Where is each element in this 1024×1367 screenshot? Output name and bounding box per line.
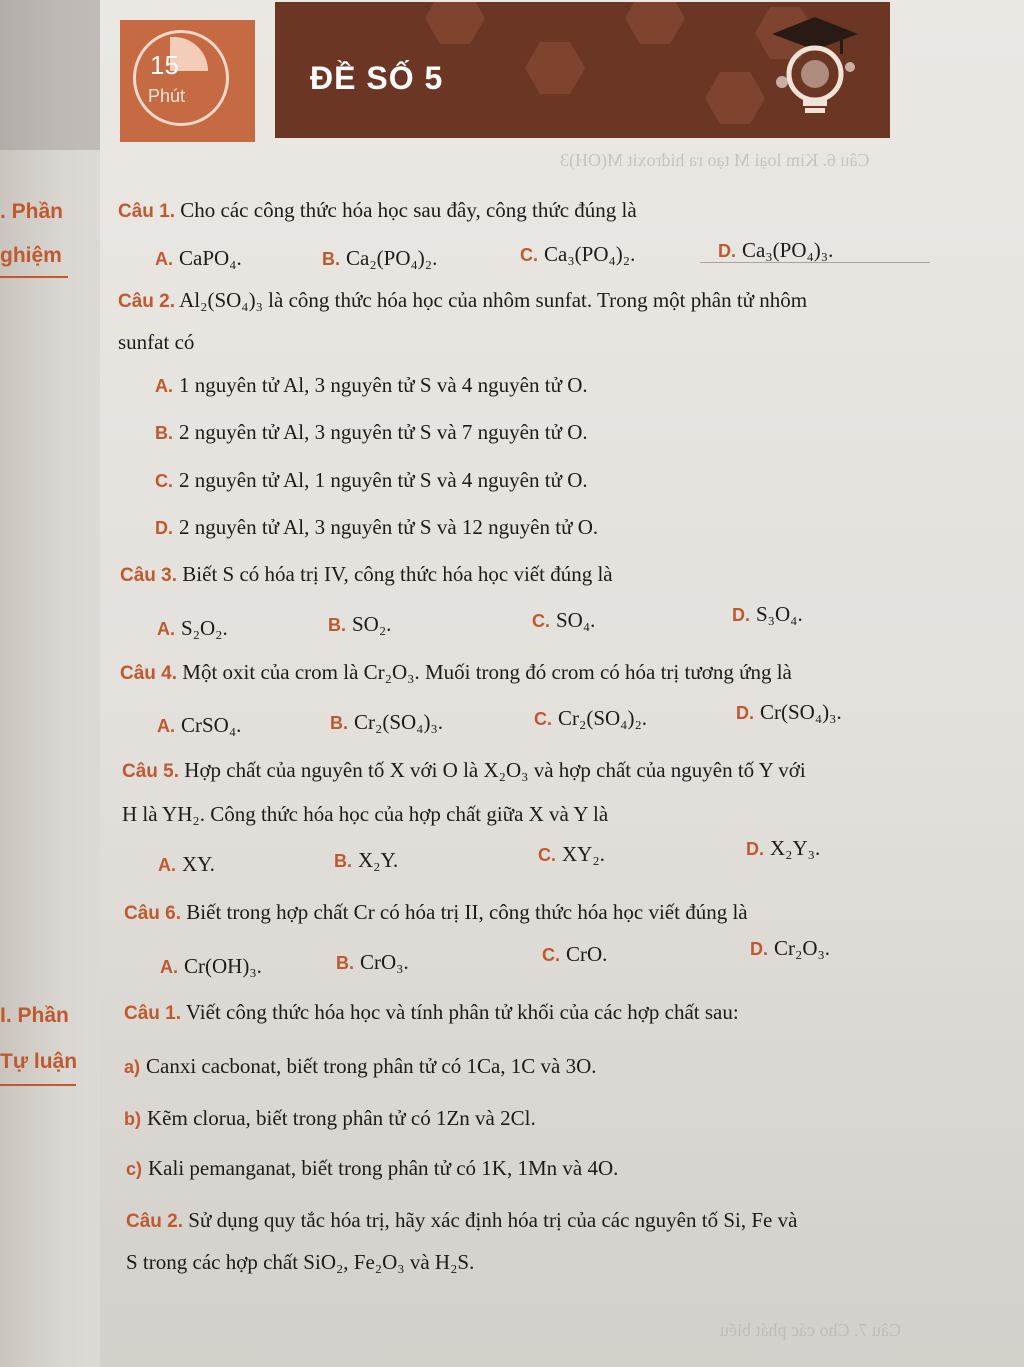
question-text-cont: sunfat có	[118, 330, 195, 354]
option-letter: B.	[155, 423, 173, 443]
essay-question-2	[126, 1208, 797, 1233]
option-letter: D.	[718, 241, 736, 261]
adjacent-page-shadow	[0, 0, 100, 150]
question-label: Câu 5.	[122, 761, 180, 782]
option-a	[158, 852, 215, 877]
show-through-text: Câu 7. Cho các phát biểu	[720, 1320, 901, 1340]
option-d	[746, 836, 820, 861]
option-text: XY₂.	[562, 842, 605, 866]
item-text: Kẽm clorua, biết trong phân tử có 1Zn và 2Cl.	[147, 1106, 536, 1130]
question-text-cont: H là YH₂. Công thức hóa học của hợp chất giữa X và Y là	[122, 802, 609, 826]
option-text: 2 nguyên tử Al, 1 nguyên tử S và 4 nguyên tử O.	[179, 468, 588, 492]
question-6	[124, 900, 748, 925]
question-label: Câu 3.	[120, 565, 178, 586]
option-b	[328, 612, 391, 637]
question-4	[120, 660, 792, 685]
option-text: SO₂.	[352, 612, 392, 636]
question-label: Câu 1.	[118, 201, 176, 222]
option-c	[538, 842, 605, 867]
option-c	[534, 706, 647, 731]
option-letter: A.	[155, 376, 173, 396]
option-a	[160, 954, 262, 979]
option-a	[155, 246, 242, 271]
option-text: S₃O₄.	[756, 602, 803, 626]
show-through-text: Câu 6. Kim loại M tạo ra hiđroxit M(OH)3	[560, 150, 870, 170]
option-text: Cr(SO₄)₃.	[760, 700, 842, 724]
option-text: X₂Y₃.	[770, 836, 821, 860]
option-letter: B.	[328, 615, 346, 635]
question-1	[118, 198, 637, 223]
option-letter: B.	[336, 953, 354, 973]
hex-pattern	[425, 2, 485, 44]
option-text: Cr₂O₃.	[774, 936, 831, 960]
option-b	[330, 710, 443, 735]
option-text: S₂O₂.	[181, 616, 228, 640]
question-text: Hợp chất của nguyên tố X với O là X₂O₃ và hợp chất của nguyên tố Y với	[184, 758, 806, 782]
hex-pattern	[705, 72, 765, 124]
section-tag-tu-luan-1: I. Phần	[0, 1004, 69, 1027]
option-d	[718, 238, 833, 263]
option-text: Ca₃(PO₄)₃.	[742, 238, 834, 262]
question-text: Một oxit của crom là Cr₂O₃. Muối trong đó crom có hóa trị tương ứng là	[182, 660, 792, 684]
timer-badge	[120, 20, 255, 142]
option-letter: A.	[160, 957, 178, 977]
option-text: Ca₂(PO₄)₂.	[346, 246, 438, 270]
question-label: Câu 4.	[120, 663, 178, 684]
option-letter: A.	[155, 249, 173, 269]
section-tag-trac-nghiem-2: ghiệm	[0, 244, 62, 267]
option-text: 2 nguyên tử Al, 3 nguyên tử S và 7 nguyên tử O.	[179, 420, 588, 444]
option-c	[542, 942, 607, 967]
option-d	[732, 602, 803, 627]
option-letter: C.	[155, 471, 173, 491]
option-text: CrO.	[566, 942, 608, 966]
option-text: X₂Y.	[358, 848, 399, 872]
option-letter: A.	[158, 855, 176, 875]
essay-item-b	[124, 1106, 536, 1131]
option-text: Cr(OH)₃.	[184, 954, 262, 978]
option-letter: B.	[322, 249, 340, 269]
option-letter: A.	[157, 716, 175, 736]
question-text: Viết công thức hóa học và tính phân tử khối của các hợp chất sau:	[185, 1000, 739, 1024]
hex-pattern	[525, 42, 585, 94]
option-letter: B.	[330, 713, 348, 733]
question-label: Câu 1.	[124, 1003, 182, 1024]
option-d	[736, 700, 842, 725]
question-label: Câu 6.	[124, 903, 182, 924]
option-letter: D.	[155, 518, 173, 538]
item-text: Kali pemanganat, biết trong phân tử có 1K, 1Mn và 4O.	[148, 1156, 619, 1180]
item-letter: a)	[124, 1057, 141, 1077]
option-b	[336, 950, 409, 975]
hex-pattern	[625, 2, 685, 44]
option-letter: C.	[532, 611, 550, 631]
item-letter: b)	[124, 1109, 141, 1129]
option-text: CrSO₄.	[181, 713, 242, 737]
option-b	[322, 246, 437, 271]
option-letter: D.	[746, 839, 764, 859]
section-tag-trac-nghiem-1: . Phần	[0, 200, 64, 223]
option-a	[155, 373, 588, 398]
option-text: Ca₃(PO₄)₂.	[544, 242, 636, 266]
option-letter: C.	[534, 709, 552, 729]
item-letter: c)	[126, 1159, 143, 1179]
essay-item-c	[126, 1156, 618, 1181]
question-text: Biết S có hóa trị IV, công thức hóa học viết đúng là	[182, 562, 613, 586]
question-text: Cho các công thức hóa học sau đây, công thức đúng là	[180, 198, 637, 222]
essay-item-a	[124, 1054, 597, 1079]
section-tag-tu-luan-2: Tự luận	[0, 1050, 78, 1073]
question-3	[120, 562, 613, 587]
option-text: Cr₂(SO₄)₃.	[354, 710, 444, 734]
option-c	[155, 468, 588, 493]
title-banner	[275, 2, 890, 138]
timer-unit: Phút	[148, 86, 186, 106]
option-b	[155, 420, 588, 445]
option-letter: B.	[334, 851, 352, 871]
question-5	[122, 758, 806, 783]
graduation-bulb-icon	[770, 12, 860, 122]
question-2	[118, 288, 807, 313]
option-a	[157, 616, 228, 641]
option-text: Cr₂(SO₄)₂.	[558, 706, 648, 730]
question-text: Al₂(SO₄)₃ là công thức hóa học của nhôm sunfat. Trong một phân tử nhôm	[179, 288, 808, 312]
timer-number: 15	[150, 50, 179, 80]
option-letter: C.	[520, 245, 538, 265]
option-b	[334, 848, 398, 873]
option-a	[157, 713, 241, 738]
section-underline	[0, 1084, 76, 1086]
option-text: CrO₃.	[360, 950, 409, 974]
question-text: Biết trong hợp chất Cr có hóa trị II, công thức hóa học viết đúng là	[186, 900, 748, 924]
option-letter: D.	[732, 605, 750, 625]
option-text: CaPO₄.	[179, 246, 242, 270]
option-letter: C.	[538, 845, 556, 865]
question-text-cont: S trong các hợp chất SiO₂, Fe₂O₃ và H₂S.	[126, 1250, 475, 1274]
option-letter: A.	[157, 619, 175, 639]
item-text: Canxi cacbonat, biết trong phân tử có 1Ca, 1C và 3O.	[146, 1054, 597, 1078]
option-text: SO₄.	[556, 608, 596, 632]
question-label: Câu 2.	[118, 291, 176, 312]
option-text: 1 nguyên tử Al, 3 nguyên tử S và 4 nguyên tử O.	[179, 373, 588, 397]
question-label: Câu 2.	[126, 1211, 184, 1232]
option-letter: C.	[542, 945, 560, 965]
option-c	[532, 608, 595, 633]
option-d	[750, 936, 830, 961]
question-text: Sử dụng quy tắc hóa trị, hãy xác định hóa trị của các nguyên tố Si, Fe và	[188, 1208, 798, 1232]
option-c	[520, 242, 635, 267]
essay-question-1	[124, 1000, 739, 1025]
option-text: XY.	[182, 852, 215, 876]
option-d	[155, 515, 598, 540]
option-letter: D.	[750, 939, 768, 959]
section-underline	[0, 276, 68, 278]
option-letter: D.	[736, 703, 754, 723]
option-text: 2 nguyên tử Al, 3 nguyên tử S và 12 nguyên tử O.	[179, 515, 599, 539]
page-title: ĐỀ SỐ 5	[310, 60, 444, 96]
